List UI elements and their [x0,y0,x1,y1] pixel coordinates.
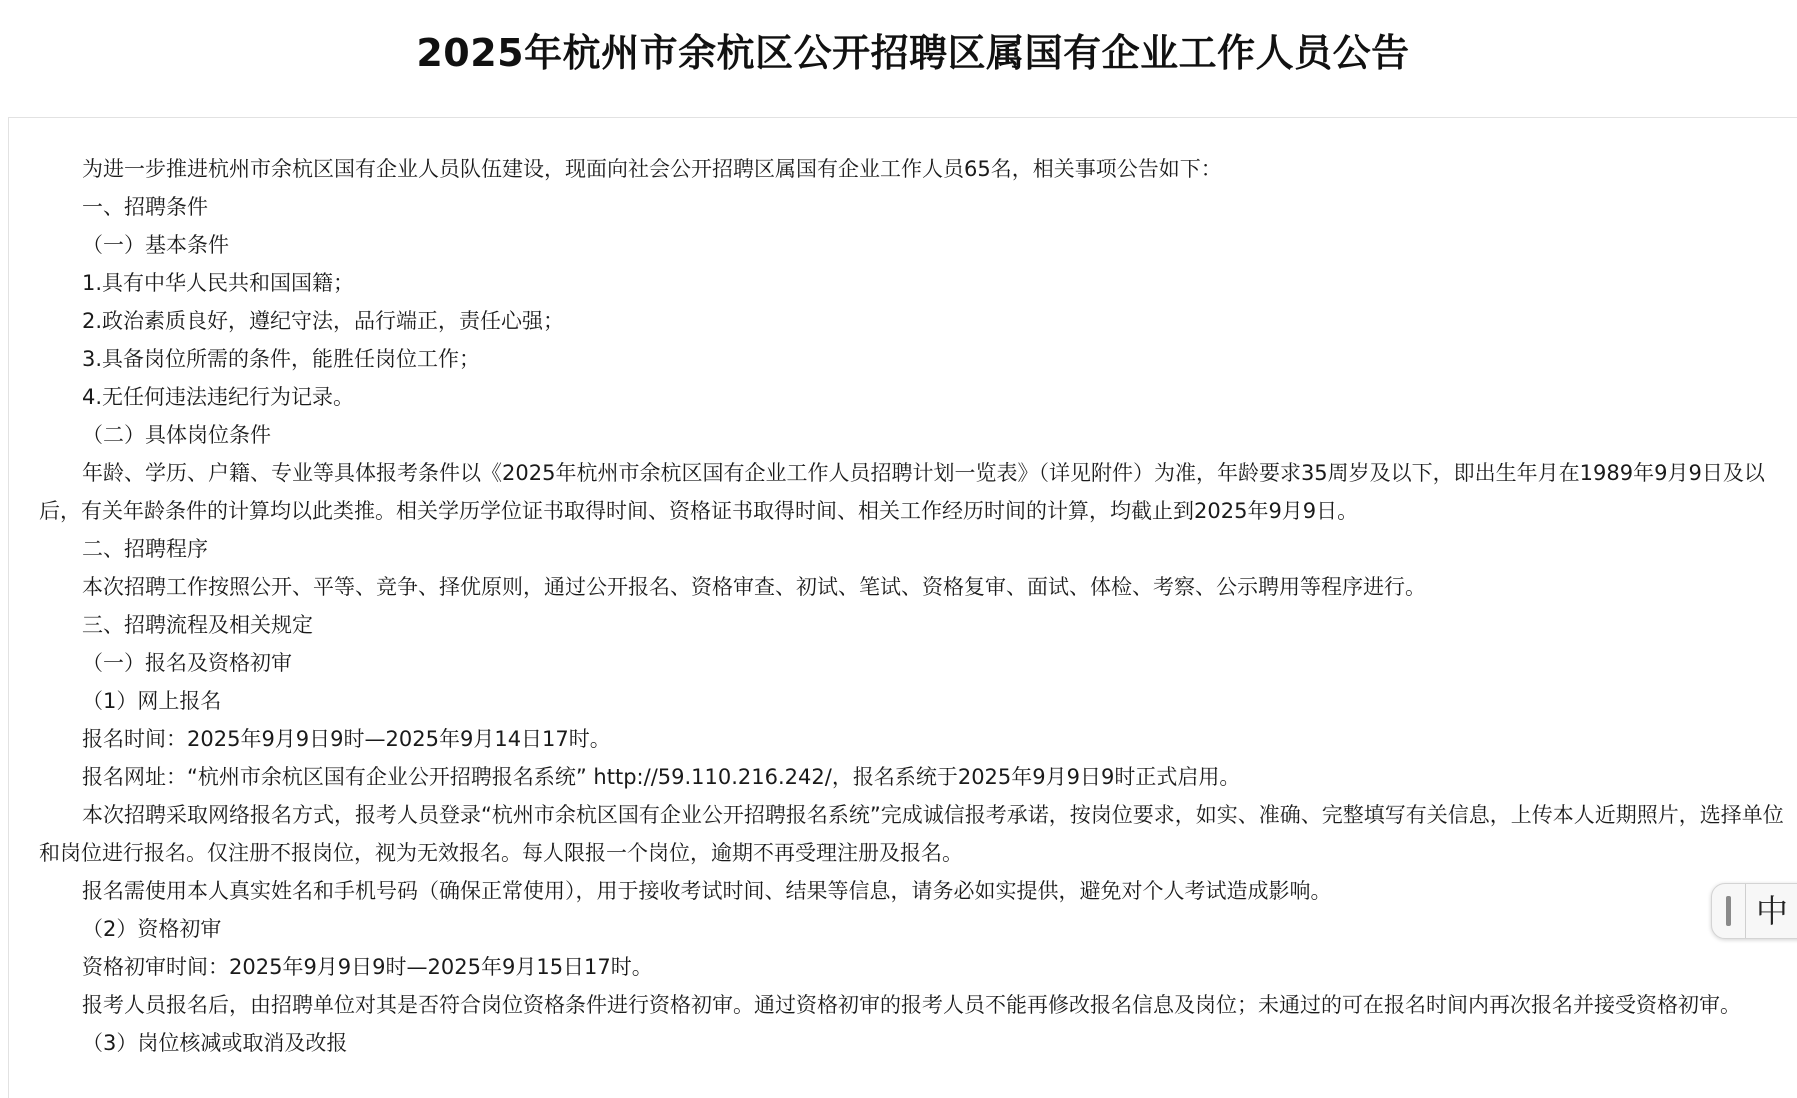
preliminary-review-time: 资格初审时间：2025年9月9日9时—2025年9月15日17时。 [82,955,653,979]
paragraph-intro: 为进一步推进杭州市余杭区国有企业人员队伍建设，现面向社会公开招聘区属国有企业工作人员65名，相关事项公告如下： [82,157,1222,181]
article-panel [8,117,1797,1098]
drag-handle-icon[interactable] [1726,896,1731,926]
ime-toggle-widget[interactable] [1711,883,1797,939]
heading-recruitment-procedure: 二、招聘程序 [82,537,208,561]
condition-item-1: 1.具有中华人民共和国国籍； [82,271,355,295]
condition-item-2: 2.政治素质良好，遵纪守法，品行端正，责任心强； [82,309,565,333]
condition-item-3: 3.具备岗位所需的条件，能胜任岗位工作； [82,347,481,371]
ime-divider [1745,884,1746,938]
subheading-position-conditions: （二）具体岗位条件 [82,423,271,447]
subheading-registration: （一）报名及资格初审 [82,651,292,675]
paragraph-position-conditions: 年龄、学历、户籍、专业等具体报考条件以《2025年杭州市余杭区国有企业工作人员招聘计划一览表》（详见附件）为准，年龄要求35周岁及以下，即出生年月在1989年9月9日及以后，有关年龄条件的计算均以此类推。相关学历学位证书取得时间、资格证书取得时间、相关工作经历时间的计算，均截止到2025年9月9日。 [39,461,1765,523]
paragraph-registration-method: 本次招聘采取网络报名方式，报考人员登录“杭州市余杭区国有企业公开招聘报名系统”完成诚信报考承诺，按岗位要求，如实、准确、完整填写有关信息，上传本人近期照片，选择单位和岗位进行报名。仅注册不报岗位，视为无效报名。每人限报一个岗位，逾期不再受理注册及报名。 [39,803,1784,865]
paragraph-preliminary-review: 报考人员报名后，由招聘单位对其是否符合岗位资格条件进行资格初审。通过资格初审的报考人员不能再修改报名信息及岗位；未通过的可在报名时间内再次报名并接受资格初审。 [82,993,1741,1017]
article-body [39,150,1797,1062]
subheading-preliminary-review: （2）资格初审 [82,917,222,941]
paragraph-procedure: 本次招聘工作按照公开、平等、竞争、择优原则，通过公开报名、资格审查、初试、笔试、资格复审、面试、体检、考察、公示聘用等程序进行。 [82,575,1426,599]
subheading-position-reduction: （3）岗位核减或取消及改报 [82,1031,348,1055]
ime-mode-label[interactable]: 中 [1756,892,1789,930]
registration-website: 报名网址：“杭州市余杭区国有企业公开招聘报名系统” http://59.110.216.242/，报名系统于2025年9月9日9时正式启用。 [82,765,1241,789]
subheading-online-registration: （1）网上报名 [82,689,222,713]
registration-time: 报名时间：2025年9月9日9时—2025年9月14日17时。 [82,727,611,751]
page-title: 2025年杭州市余杭区公开招聘区属国有企业工作人员公告 [416,31,1410,75]
subheading-basic-conditions: （一）基本条件 [82,233,229,257]
heading-process-rules: 三、招聘流程及相关规定 [82,613,313,637]
paragraph-registration-identity: 报名需使用本人真实姓名和手机号码（确保正常使用），用于接收考试时间、结果等信息，请务必如实提供，避免对个人考试造成影响。 [82,879,1332,903]
condition-item-4: 4.无任何违法违纪行为记录。 [82,385,355,409]
heading-recruitment-conditions: 一、招聘条件 [82,195,208,219]
